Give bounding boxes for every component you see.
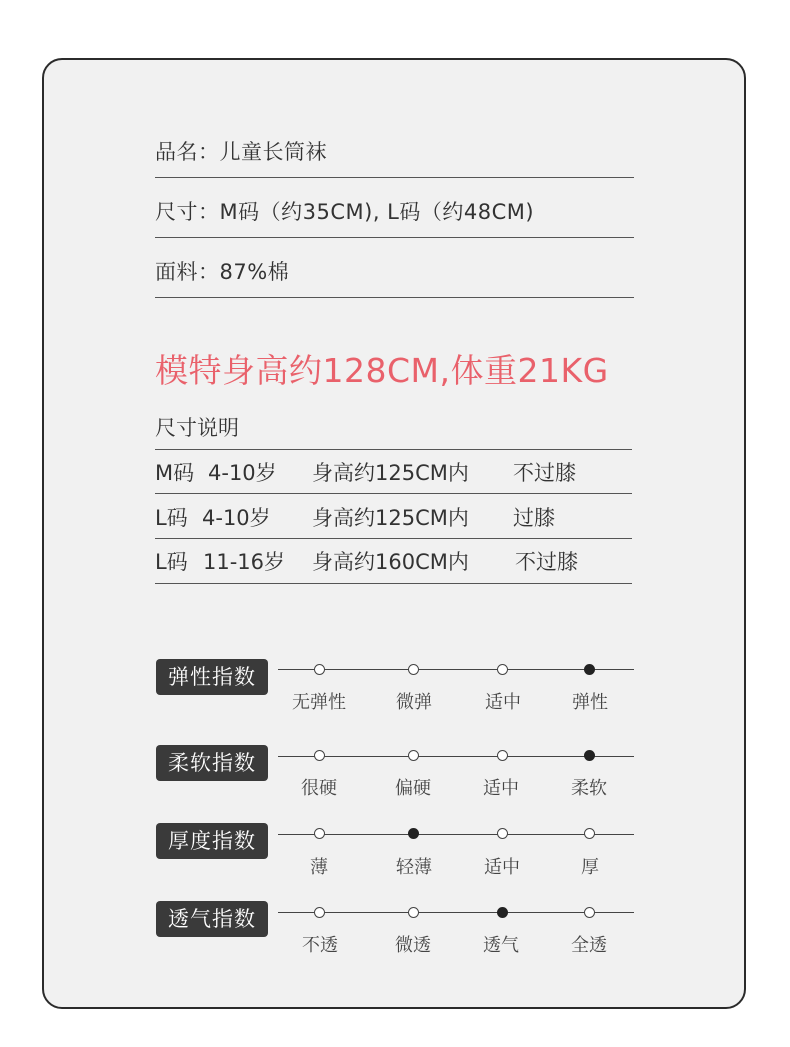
- divider: [155, 583, 632, 584]
- divider: [155, 449, 632, 450]
- scale-option: 轻薄: [396, 857, 432, 878]
- divider: [155, 493, 632, 494]
- scale-option: 薄: [310, 857, 328, 878]
- scale-dot-selected: [584, 750, 595, 761]
- scale-option: 很硬: [301, 778, 337, 799]
- height-cell: 身高约125CM内: [312, 506, 469, 530]
- divider: [155, 297, 634, 298]
- height-cell: 身高约160CM内: [312, 550, 469, 574]
- scale-dot: [314, 907, 325, 918]
- scale-dot-selected: [408, 828, 419, 839]
- age-cell: 4-10岁: [202, 506, 271, 530]
- model-info: 模特身高约128CM,体重21KG: [155, 351, 609, 390]
- scale-option: 透气: [483, 935, 519, 956]
- divider: [155, 177, 634, 178]
- size-cell: M码: [155, 461, 195, 485]
- scale-line: [278, 669, 634, 670]
- scale-line: [278, 912, 634, 913]
- scale-option: 适中: [485, 692, 521, 713]
- scale-dot: [408, 750, 419, 761]
- size-cell: L码: [155, 550, 188, 574]
- length-cell: 不过膝: [513, 461, 576, 485]
- size-table-title: 尺寸说明: [155, 416, 239, 440]
- age-cell: 11-16岁: [203, 550, 286, 574]
- age-cell: 4-10岁: [208, 461, 277, 485]
- divider: [155, 538, 632, 539]
- scale-dot: [408, 664, 419, 675]
- scale-line: [278, 756, 634, 757]
- scale-option: 适中: [484, 857, 520, 878]
- scale-dot: [314, 828, 325, 839]
- scale-option: 弹性: [572, 692, 608, 713]
- scale-option: 厚: [581, 857, 599, 878]
- product-size: 尺寸：M码（约35CM), L码（约48CM): [155, 200, 535, 224]
- scale-line: [278, 834, 634, 835]
- divider: [155, 237, 634, 238]
- elasticity-index-label: 弹性指数: [156, 659, 268, 695]
- softness-index-label: 柔软指数: [156, 745, 268, 781]
- scale-dot: [408, 907, 419, 918]
- product-name: 品名：儿童长筒袜: [155, 140, 327, 164]
- scale-option: 偏硬: [395, 778, 431, 799]
- scale-option: 无弹性: [292, 692, 346, 713]
- scale-option: 微弹: [396, 692, 432, 713]
- scale-dot: [314, 664, 325, 675]
- height-cell: 身高约125CM内: [312, 461, 469, 485]
- scale-option: 微透: [395, 935, 431, 956]
- scale-dot-selected: [584, 664, 595, 675]
- scale-option: 柔软: [571, 778, 607, 799]
- scale-dot: [497, 664, 508, 675]
- thickness-index-label: 厚度指数: [156, 823, 268, 859]
- size-cell: L码: [155, 506, 188, 530]
- scale-dot: [584, 828, 595, 839]
- scale-dot: [584, 907, 595, 918]
- scale-dot: [497, 828, 508, 839]
- scale-option: 不透: [302, 935, 338, 956]
- scale-dot: [497, 750, 508, 761]
- breathability-index-label: 透气指数: [156, 901, 268, 937]
- product-material: 面料：87%棉: [155, 260, 290, 284]
- scale-dot: [314, 750, 325, 761]
- length-cell: 不过膝: [515, 550, 578, 574]
- length-cell: 过膝: [513, 506, 555, 530]
- scale-option: 适中: [483, 778, 519, 799]
- scale-option: 全透: [571, 935, 607, 956]
- scale-dot-selected: [497, 907, 508, 918]
